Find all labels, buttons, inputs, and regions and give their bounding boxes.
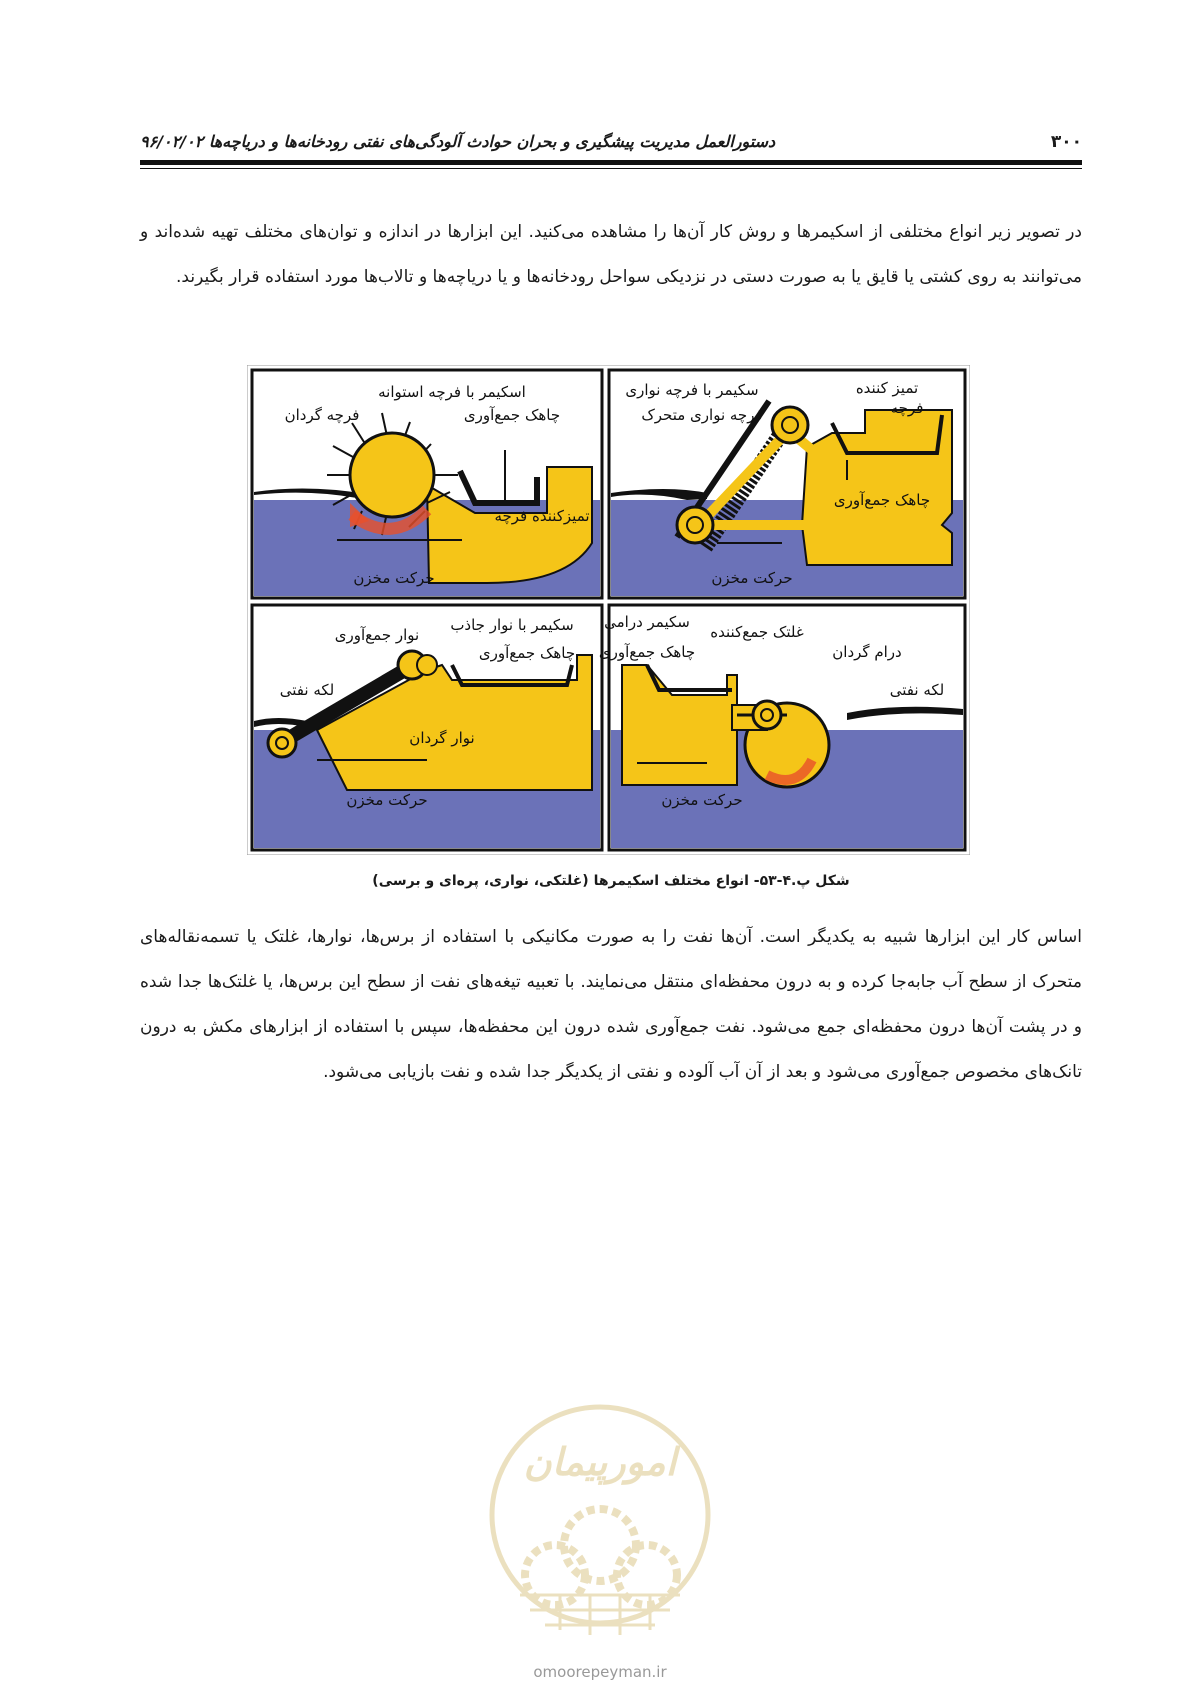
label-cleaner-2: فرچه: [890, 399, 924, 417]
label-tank-motion: حرکت مخزن: [353, 569, 435, 587]
label-sump: چاهک جمع‌آوری: [598, 643, 696, 661]
label-sump: چاهک جمع‌آوری: [833, 491, 931, 509]
watermark-logo: [475, 1395, 725, 1675]
label-tank-motion: حرکت مخزن: [661, 791, 743, 809]
label-rotating-brush: فرچه گردان: [284, 406, 360, 424]
skimmer-figure: [247, 365, 970, 855]
label-tank-motion: حرکت مخزن: [711, 569, 793, 587]
panel-drum: [599, 605, 965, 850]
label-cleaner: تمیزکننده فرچه: [494, 507, 590, 525]
label-oil-slick: لکه نفتی: [889, 681, 945, 699]
label-tank-motion: حرکت مخزن: [346, 791, 428, 809]
brush-cylinder: [350, 433, 434, 517]
panel-belt: [252, 605, 602, 850]
label-belt-title: سکیمر با نوار جاذب: [450, 616, 574, 634]
header-rule: [140, 160, 1082, 165]
figure-caption: شکل پ.۴-۵۳- انواع مختلف اسکیمرها (غلتکی، نواری، پره‌ای و برسی): [372, 873, 850, 889]
label-cleaner-1: تمیز کننده: [855, 379, 919, 397]
page-header: [140, 128, 1082, 158]
label-sump: چاهک جمع‌آوری: [478, 644, 576, 662]
intro-paragraph: در تصویر زیر انواع مختلفی از اسکیمرها و روش کار آن‌ها را مشاهده می‌کنید. این ابزارها در اندازه و توان‌های مختلف تهیه شده‌اند و می‌توانند به روی کشتی یا قایق یا به صورت دستی در نزدیکی سواحل رودخانه‌ها و یا دریاچه‌ها و تالاب‌ها مورد استفاده قرار بگیرند.: [140, 222, 1082, 287]
label-drum: درام گردان: [832, 643, 902, 661]
label-roller: غلتک جمع‌کننده: [710, 623, 804, 641]
header-rule-thin: [140, 168, 1082, 169]
page-number: ۳۰۰: [1050, 132, 1082, 152]
label-drum-title: سکیمر درامی: [604, 613, 690, 631]
body-paragraph: اساس کار این ابزارها شبیه به یکدیگر است. آن‌ها نفت را به صورت مکانیکی با استفاده از برس‌ها، نوارها، غلتک یا تسمه‌نقاله‌های متحرک از سطح آب جابه‌جا کرده و به درون محفظه‌ای منتقل می‌نمایند. با تعبیه تیغه‌های نفت از سطح این برس‌ها، یا غلتک‌ها جدا شده و در پشت آن‌ها درون محفظه‌ای جمع می‌شود. نفت جمع‌آوری شده درون این محفظه‌ها، سپس با استفاده از ابزارهای مکش به درون تانک‌های مخصوص جمع‌آوری می‌شود و بعد از آن آب آلوده و نفتی از یکدیگر جدا شده و نفت بازیابی می‌شود.: [140, 927, 1082, 1082]
header-title: دستورالعمل مدیریت پیشگیری و بحران حوادث آلودگی‌های نفتی رودخانه‌ها و دریاچه‌ها ۹۶/۰۲/۰۲: [140, 132, 776, 151]
watermark-text: امورپیمان: [523, 1439, 677, 1484]
panel-belt-brush: [609, 370, 965, 598]
label-brush-title: اسکیمر با فرچه استوانه: [378, 383, 526, 401]
watermark-url: omoorepeyman.ir: [533, 1663, 667, 1681]
label-moving-brush: فرچه نواری متحرک: [641, 406, 763, 424]
label-rotating-belt: نوار گردان: [409, 729, 475, 747]
panel-brush: [252, 370, 602, 598]
label-sump: چاهک جمع‌آوری: [463, 406, 561, 424]
label-belt-brush-title: سکیمر با فرچه نواری: [625, 381, 759, 399]
label-belt: نوار جمع‌آوری: [334, 626, 420, 644]
label-oil-slick: لکه نفتی: [279, 681, 335, 699]
